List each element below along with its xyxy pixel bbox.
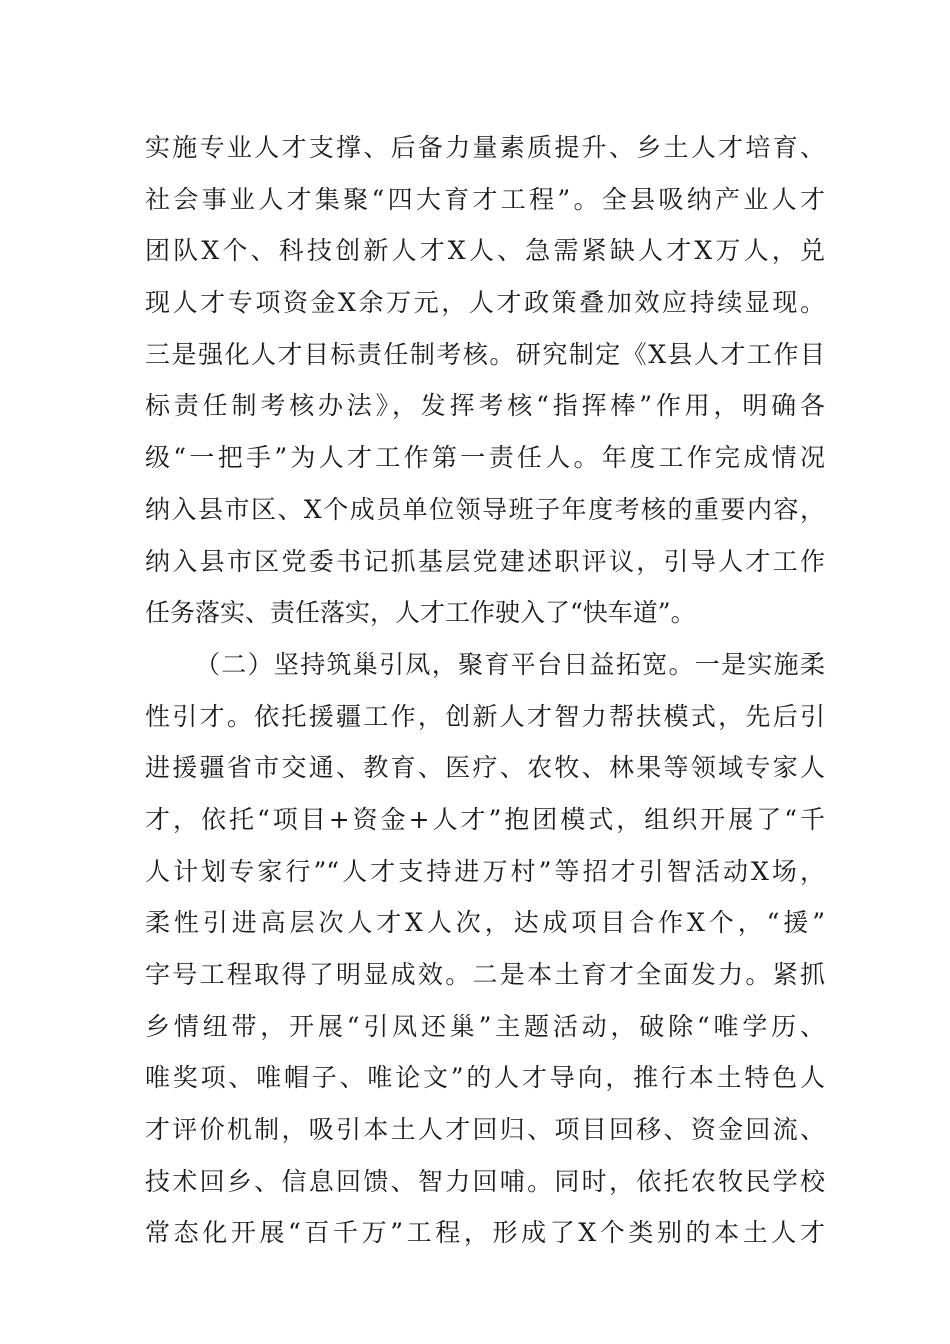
- text-line-19: 唯奖项、唯帽子、唯论文”的人才导向，推行本土特色人: [145, 1063, 825, 1093]
- text-line-16: 柔性引进高层次人才X人次，达成项目合作X个，“援”: [145, 908, 825, 938]
- text-line-10: 任务落实、责任落实，人才工作驶入了“快车道”。: [145, 598, 696, 628]
- text-line-14: 才，依托“项目+资金+人才”抱团模式，组织开展了“千: [145, 804, 825, 834]
- text-line-11: （二）坚持筑巢引凤，聚育平台日益拓宽。一是实施柔: [195, 649, 825, 679]
- text-line-18: 乡情纽带，开展“引凤还巢”主题活动，破除“唯学历、: [145, 1011, 825, 1041]
- text-line-8: 纳入县市区、X个成员单位领导班子年度考核的重要内容，: [145, 494, 825, 524]
- text-line-9: 纳入县市区党委书记抓基层党建述职评议，引导人才工作: [145, 546, 825, 576]
- text-line-4: 现人才专项资金X余万元，人才政策叠加效应持续显现。: [145, 288, 825, 318]
- text-line-1: 实施专业人才支撑、后备力量素质提升、乡土人才培育、: [145, 133, 825, 162]
- text-line-5: 三是强化人才目标责任制考核。研究制定《X县人才工作目: [145, 339, 825, 369]
- text-line-22: 常态化开展“百千万”工程，形成了X个类别的本土人才: [145, 1218, 825, 1248]
- text-line-20: 才评价机制，吸引本土人才回归、项目回移、资金回流、: [145, 1115, 825, 1145]
- text-line-2: 社会事业人才集聚“四大育才工程”。全县吸纳产业人才: [145, 184, 825, 214]
- text-line-7: 级“一把手”为人才工作第一责任人。年度工作完成情况: [145, 443, 825, 473]
- text-line-12: 性引才。依托援疆工作，创新人才智力帮扶模式，先后引: [145, 701, 825, 731]
- text-line-21: 技术回乡、信息回馈、智力回哺。同时，依托农牧民学校: [145, 1166, 825, 1196]
- text-line-17: 字号工程取得了明显成效。二是本土育才全面发力。紧抓: [145, 960, 825, 989]
- text-line-6: 标责任制考核办法》，发挥考核“指挥棒”作用，明确各: [145, 391, 825, 421]
- text-line-15: 人计划专家行”“人才支持进万村”等招才引智活动X场，: [145, 856, 825, 886]
- text-line-13: 进援疆省市交通、教育、医疗、农牧、林果等领域专家人: [145, 753, 825, 783]
- document-body: [145, 122, 825, 1259]
- text-line-3: 团队X个、科技创新人才X人、急需紧缺人才X万人，兑: [145, 236, 825, 266]
